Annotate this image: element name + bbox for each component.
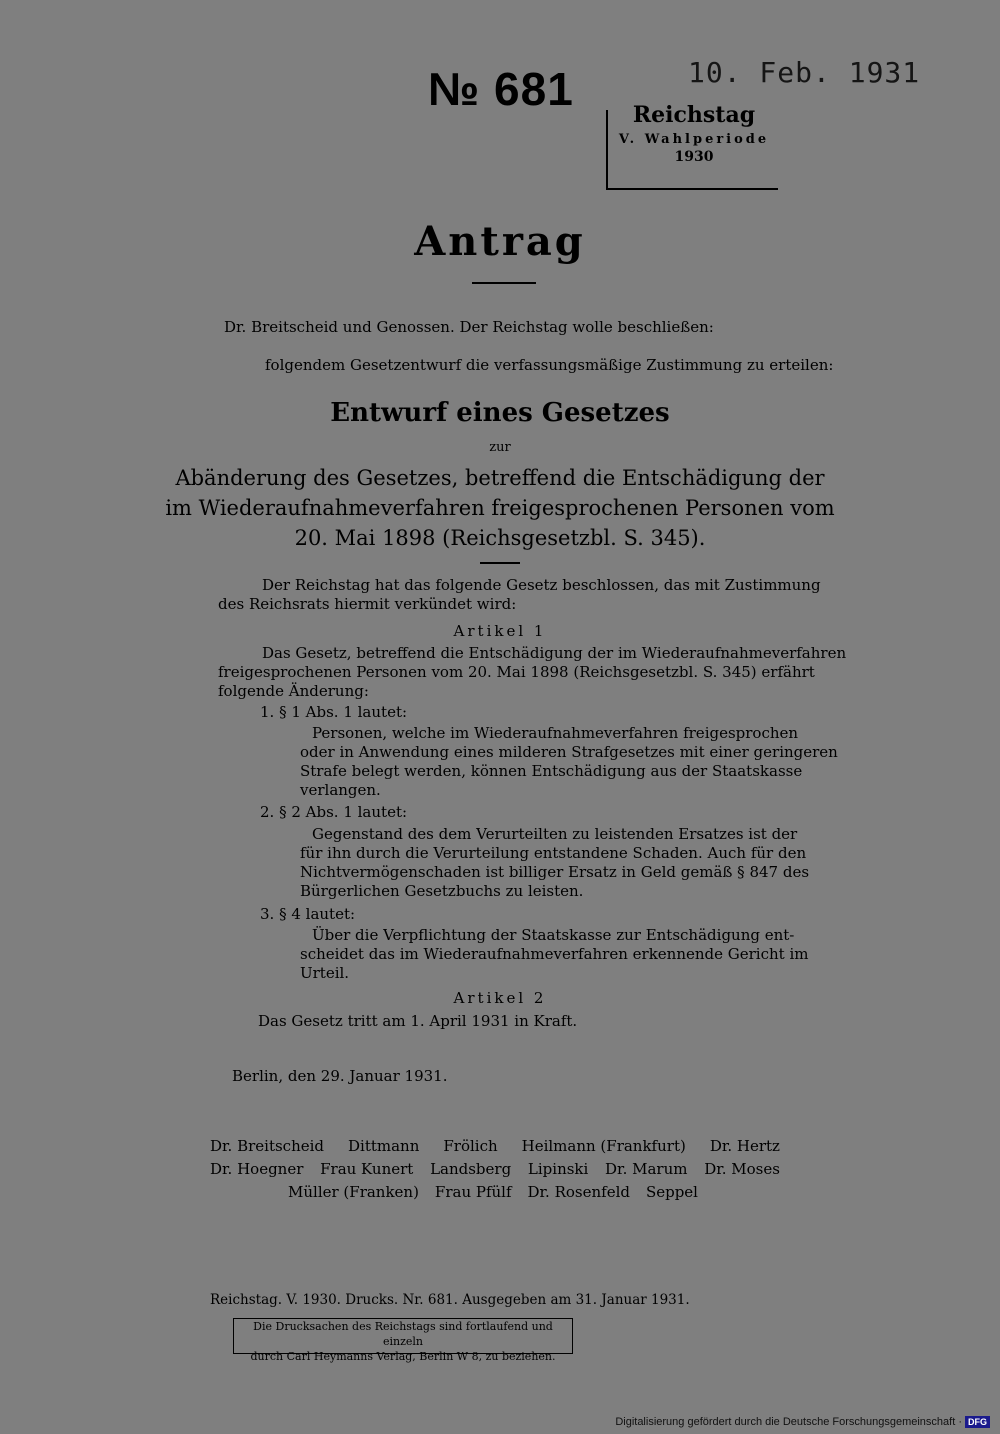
signature: Dr. Marum bbox=[605, 1160, 688, 1178]
draft-zur: zur bbox=[489, 440, 511, 455]
reichstag-period: V. Wahlperiode bbox=[618, 132, 770, 147]
signature: Dittmann bbox=[348, 1137, 420, 1155]
item-text-line: Strafe belegt werden, können Entschädigung aus der Staatskasse bbox=[300, 762, 803, 780]
signature: Landsberg bbox=[430, 1160, 512, 1178]
signature: Lipinski bbox=[527, 1160, 589, 1178]
item-text-line: oder in Anwendung eines milderen Strafgesetzes mit einer geringeren bbox=[300, 743, 838, 761]
document-number: № 681 bbox=[428, 63, 574, 115]
signature: Dr. Hoegner bbox=[210, 1160, 304, 1178]
article-2-text: Das Gesetz tritt am 1. April 1931 in Kraft. bbox=[258, 1012, 578, 1030]
reichstag-name: Reichstag bbox=[632, 102, 756, 128]
divider bbox=[480, 562, 520, 564]
draft-title: Entwurf eines Gesetzes bbox=[330, 398, 670, 428]
intro-line-1: Dr. Breitscheid und Genossen. Der Reichstag wolle beschließen: bbox=[224, 318, 714, 336]
preamble-line: des Reichsrats hiermit verkündet wird: bbox=[218, 595, 517, 613]
draft-subtitle-line: im Wiederaufnahmeverfahren freigesprochenen Personen vom bbox=[165, 496, 835, 520]
signature: Dr. Moses bbox=[704, 1160, 780, 1178]
item-text-line: Personen, welche im Wiederaufnahmeverfahren freigesprochen bbox=[312, 724, 799, 742]
reichstag-year: 1930 bbox=[674, 149, 714, 165]
place-date: Berlin, den 29. Januar 1931. bbox=[232, 1067, 448, 1085]
reichstag-box-left-border bbox=[606, 110, 608, 188]
document-type: Antrag bbox=[414, 218, 586, 265]
signature-row bbox=[210, 1160, 780, 1178]
publisher-notice-line: durch Carl Heymanns Verlag, Berlin W 8, zu beziehen. bbox=[250, 1350, 556, 1363]
item-text-line: verlangen. bbox=[300, 781, 381, 799]
signature: Seppel bbox=[645, 1183, 698, 1201]
signature: Dr. Hertz bbox=[709, 1137, 780, 1155]
signature: Dr. Rosenfeld bbox=[527, 1183, 630, 1201]
signature: Frau Kunert bbox=[320, 1160, 414, 1178]
draft-subtitle-line: 20. Mai 1898 (Reichsgesetzbl. S. 345). bbox=[294, 526, 706, 550]
date-stamp: 10. Feb. 1931 bbox=[688, 56, 921, 89]
article-1-heading: Artikel 1 bbox=[453, 622, 547, 640]
reichstag-box-bottom-border bbox=[606, 188, 778, 190]
item-text-line: Gegenstand des dem Verurteilten zu leistenden Ersatzes ist der bbox=[312, 825, 798, 843]
publisher-notice bbox=[233, 1318, 573, 1363]
item-text-line: Urteil. bbox=[300, 964, 350, 982]
draft-subtitle-line: Abänderung des Gesetzes, betreffend die Entschädigung der bbox=[175, 466, 825, 490]
credit-text: Digitalisierung gefördert durch die Deutsche Forschungsgemeinschaft · bbox=[615, 1416, 962, 1428]
digitization-credit bbox=[615, 1416, 990, 1428]
signature: Dr. Breitscheid bbox=[210, 1137, 325, 1155]
publisher-notice-line: Die Drucksachen des Reichstags sind fortlaufend und einzeln bbox=[253, 1320, 553, 1348]
item-text-line: scheidet das im Wiederaufnahmeverfahren erkennende Gericht im bbox=[300, 945, 809, 963]
intro-line-2: folgendem Gesetzentwurf die verfassungsmäßige Zustimmung zu erteilen: bbox=[265, 356, 834, 374]
item-text-line: Nichtvermögenschaden ist billiger Ersatz in Geld gemäß § 847 des bbox=[300, 863, 810, 881]
signature: Frau Pfülf bbox=[434, 1183, 512, 1201]
preamble-line: Der Reichstag hat das folgende Gesetz beschlossen, das mit Zustimmung bbox=[262, 576, 821, 594]
item-text-line: für ihn durch die Verurteilung entstandene Schaden. Auch für den bbox=[300, 844, 807, 862]
signature-row bbox=[288, 1183, 698, 1201]
footer-line: Reichstag. V. 1930. Drucks. Nr. 681. Ausgegeben am 31. Januar 1931. bbox=[210, 1292, 690, 1308]
item-label: 1. § 1 Abs. 1 lautet: bbox=[260, 703, 408, 721]
article-1-text-line: freigesprochenen Personen vom 20. Mai 1898 (Reichsgesetzbl. S. 345) erfährt bbox=[218, 663, 815, 681]
dfg-logo: DFG bbox=[965, 1416, 990, 1428]
article-1-text-line: Das Gesetz, betreffend die Entschädigung der im Wiederaufnahmeverfahren bbox=[262, 644, 847, 662]
item-text-line: Über die Verpflichtung der Staatskasse zur Entschädigung ent- bbox=[312, 926, 795, 944]
divider bbox=[472, 282, 536, 284]
item-text-line: Bürgerlichen Gesetzbuchs zu leisten. bbox=[300, 882, 584, 900]
signature-row bbox=[210, 1137, 780, 1155]
item-label: 3. § 4 lautet: bbox=[260, 905, 356, 923]
article-1-text-line: folgende Änderung: bbox=[218, 682, 369, 700]
signature: Frölich bbox=[443, 1137, 498, 1155]
item-label: 2. § 2 Abs. 1 lautet: bbox=[260, 803, 408, 821]
signature: Müller (Franken) bbox=[288, 1183, 419, 1201]
article-2-heading: Artikel 2 bbox=[453, 989, 547, 1007]
reichstag-box bbox=[606, 102, 782, 165]
signature: Heilmann (Frankfurt) bbox=[521, 1137, 686, 1155]
